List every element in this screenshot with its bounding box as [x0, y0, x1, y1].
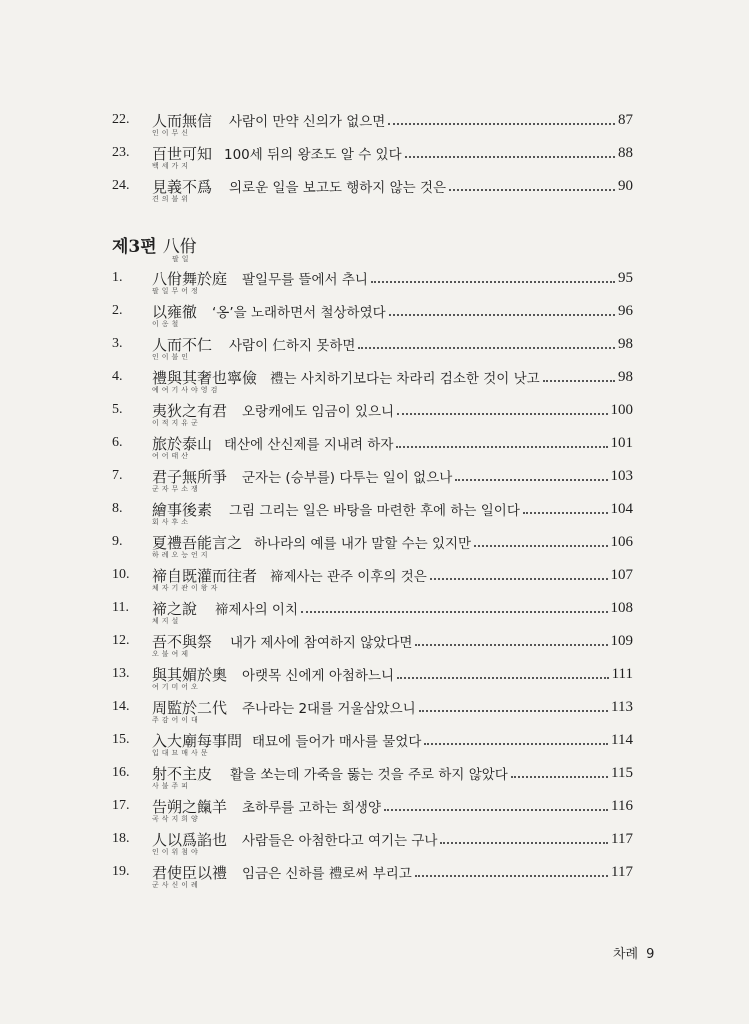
entry-page: 106 [610, 533, 633, 550]
entry-title-line [254, 532, 633, 552]
entry-number: 8. [112, 501, 123, 516]
dot-leader [397, 413, 607, 415]
entry-title: 태산에 산신제를 지내려 하자 [224, 437, 394, 453]
entry-title-line [242, 862, 633, 882]
entry-hanja: 以雍徹 [152, 303, 198, 321]
entry-number: 17. [112, 798, 130, 813]
dot-leader [397, 677, 609, 679]
toc-entry [112, 631, 633, 663]
entry-reading: 이옹철 [152, 320, 182, 328]
entry-reading: 주감어이대 [152, 716, 201, 724]
entry-title-line [229, 334, 633, 354]
entry-number: 1. [112, 270, 123, 285]
entry-title-line [252, 730, 633, 750]
entry-hanja: 君使臣以禮 [152, 864, 228, 882]
dot-leader [511, 776, 608, 778]
entry-hanja: 周監於二代 [152, 699, 228, 717]
entry-number: 24. [112, 178, 130, 193]
entry-page: 108 [610, 599, 633, 616]
toc-entry [112, 862, 633, 894]
entry-title: 오랑캐에도 임금이 있으니 [242, 404, 395, 420]
entry-reading: 여어태산 [152, 452, 192, 460]
toc-entry [112, 400, 633, 432]
dot-leader [455, 479, 607, 481]
toc-entry [112, 829, 633, 861]
entry-page: 98 [618, 335, 633, 352]
entry-hanja: 吾不與祭 [152, 633, 213, 651]
entry-title: 아랫목 신에게 아첨하느니 [242, 668, 395, 684]
entry-title-line [230, 763, 633, 783]
entry-page: 98 [618, 368, 633, 385]
entry-number: 16. [112, 765, 130, 780]
toc-entry [112, 143, 633, 175]
toc-entry [112, 466, 633, 498]
entry-page: 100 [610, 401, 633, 418]
entry-title-line [229, 176, 633, 196]
toc-entry [112, 334, 633, 366]
toc-entry [112, 499, 633, 531]
entry-number: 4. [112, 369, 123, 384]
section-hanja: 八佾 [162, 237, 197, 257]
entry-hanja: 告朔之餼羊 [152, 798, 228, 816]
entry-page: 111 [611, 665, 633, 682]
footer-label: 차례 [613, 947, 639, 962]
toc-entry [112, 268, 633, 300]
entry-page: 87 [618, 111, 633, 128]
entry-title-line [242, 697, 633, 717]
entry-hanja: 人以爲諂也 [152, 831, 228, 849]
entry-hanja: 夏禮吾能言之 [152, 534, 243, 552]
entry-hanja: 繪事後素 [152, 501, 213, 519]
dot-leader [523, 512, 608, 514]
entry-title-line [230, 631, 633, 651]
entry-hanja: 人而不仁 [152, 336, 213, 354]
entry-page: 113 [611, 698, 633, 715]
entry-title-line [242, 829, 633, 849]
entry-number: 3. [112, 336, 123, 351]
entry-title: 100세 뒤의 왕조도 알 수 있다 [224, 147, 402, 163]
entry-title: 활을 쏘는데 가죽을 뚫는 것을 주로 하지 않았다 [230, 767, 508, 783]
entry-reading: 입대묘매사문 [152, 749, 211, 757]
dot-leader [405, 156, 615, 158]
entry-number: 10. [112, 567, 130, 582]
entry-hanja: 君子無所爭 [152, 468, 228, 486]
entry-reading: 군사신이례 [152, 881, 201, 889]
entry-hanja: 人而無信 [152, 112, 213, 130]
entry-reading: 회사후소 [152, 518, 192, 526]
toc-entry [112, 730, 633, 762]
entry-title: ‘옹’을 노래하면서 철상하였다 [212, 305, 386, 321]
entry-title-line [242, 268, 633, 288]
entry-reading: 군자무소쟁 [152, 485, 201, 493]
entry-reading: 하례오능언지 [152, 551, 211, 559]
toc-entry [112, 433, 633, 465]
entry-title: 태묘에 들어가 매사를 물었다 [252, 734, 422, 750]
entry-title: 禘제사는 관주 이후의 것은 [270, 569, 427, 585]
toc-entry [112, 763, 633, 795]
entry-hanja: 八佾舞於庭 [152, 270, 228, 288]
entry-title: 그림 그리는 일은 바탕을 마련한 후에 하는 일이다 [229, 503, 520, 519]
section-reading: 팔일 [172, 255, 192, 263]
entry-reading: 인이무신 [152, 129, 192, 137]
section-number: 제3편 [112, 237, 157, 257]
dot-leader [430, 578, 608, 580]
entry-number: 5. [112, 402, 123, 417]
dot-leader [301, 611, 608, 613]
entry-reading: 예여기사야영검 [152, 386, 221, 394]
entry-number: 13. [112, 666, 130, 681]
entry-title-line [224, 433, 633, 453]
entry-title: 禮는 사치하기보다는 차라리 검소한 것이 낫고 [270, 371, 540, 387]
entry-title-line [224, 143, 633, 163]
entry-reading: 여기미어오 [152, 683, 201, 691]
dot-leader [415, 875, 608, 877]
dot-leader [419, 710, 608, 712]
entry-page: 88 [618, 144, 633, 161]
dot-leader [543, 380, 615, 382]
entry-page: 107 [610, 566, 633, 583]
entry-number: 6. [112, 435, 123, 450]
entry-reading: 체자기관이왕자 [152, 584, 221, 592]
entry-title: 초하루를 고하는 희생양 [242, 800, 381, 816]
entry-reading: 이적지유군 [152, 419, 201, 427]
entry-reading: 인이위첨야 [152, 848, 201, 856]
entry-title: 禘제사의 이치 [215, 602, 298, 618]
dot-leader [396, 446, 607, 448]
entry-page: 90 [618, 177, 633, 194]
toc-entry [112, 697, 633, 729]
entry-title-line [270, 367, 633, 387]
entry-title-line [215, 598, 633, 618]
entry-title-line [242, 400, 633, 420]
entry-title: 임금은 신하를 禮로써 부리고 [242, 866, 412, 882]
entry-reading: 팔일무어정 [152, 287, 201, 295]
entry-title-line [229, 499, 633, 519]
entry-page: 114 [611, 731, 633, 748]
entry-title: 군자는 (승부를) 다투는 일이 없으나 [242, 470, 453, 486]
footer-page-number: 9 [646, 947, 655, 962]
toc-entry [112, 796, 633, 828]
entry-page: 117 [611, 863, 633, 880]
dot-leader [389, 314, 615, 316]
dot-leader [474, 545, 607, 547]
entry-number: 18. [112, 831, 130, 846]
dot-leader [449, 189, 615, 191]
entry-title: 사람들은 아첨한다고 여기는 구나 [242, 833, 438, 849]
entry-reading: 곡삭지희양 [152, 815, 201, 823]
entry-page: 109 [610, 632, 633, 649]
entry-number: 23. [112, 145, 130, 160]
entry-title: 하나라의 예를 내가 말할 수는 있지만 [254, 536, 472, 552]
toc-entry [112, 301, 633, 333]
entry-hanja: 禘自既灌而往者 [152, 567, 258, 585]
dot-leader [415, 644, 607, 646]
entry-hanja: 入大廟每事問 [152, 732, 243, 750]
entry-number: 2. [112, 303, 123, 318]
entry-hanja: 夷狄之有君 [152, 402, 228, 420]
entry-title: 주나라는 2대를 거울삼았으니 [242, 701, 416, 717]
entry-number: 9. [112, 534, 123, 549]
entry-hanja: 與其媚於奧 [152, 666, 228, 684]
section-heading [112, 232, 197, 263]
entry-title: 팔일무를 뜰에서 추니 [242, 272, 368, 288]
entry-number: 14. [112, 699, 130, 714]
dot-leader [388, 123, 615, 125]
entry-title-line [229, 110, 633, 130]
entry-title-line [242, 664, 633, 684]
entry-hanja: 禮與其奢也寧儉 [152, 369, 258, 387]
toc-entry [112, 565, 633, 597]
dot-leader [371, 281, 615, 283]
entry-page: 116 [611, 797, 633, 814]
entry-reading: 인이불인 [152, 353, 192, 361]
entry-reading: 오불여제 [152, 650, 192, 658]
entry-title: 사람이 仁하지 못하면 [229, 338, 356, 354]
entry-page: 104 [610, 500, 633, 517]
entry-number: 19. [112, 864, 130, 879]
page-footer [613, 943, 654, 962]
toc-entry [112, 598, 633, 630]
entry-number: 11. [112, 600, 129, 615]
entry-title: 내가 제사에 참여하지 않았다면 [230, 635, 413, 651]
entry-hanja: 禘之說 [152, 600, 198, 618]
entry-number: 22. [112, 112, 130, 127]
entry-page: 103 [610, 467, 633, 484]
entry-title-line [242, 466, 633, 486]
entry-page: 96 [618, 302, 633, 319]
toc-entry [112, 110, 633, 142]
entry-hanja: 旅於泰山 [152, 435, 213, 453]
entry-page: 115 [611, 764, 633, 781]
entry-page: 117 [611, 830, 633, 847]
entry-hanja: 射不主皮 [152, 765, 213, 783]
entry-title: 의로운 일을 보고도 행하지 않는 것은 [229, 180, 447, 196]
entry-title: 사람이 만약 신의가 없으면 [229, 114, 386, 130]
toc-entry [112, 532, 633, 564]
dot-leader [440, 842, 608, 844]
entry-reading: 백세가지 [152, 162, 192, 170]
entry-page: 95 [618, 269, 633, 286]
toc-entry [112, 664, 633, 696]
entry-number: 15. [112, 732, 130, 747]
toc-entry [112, 367, 633, 399]
entry-reading: 견의불위 [152, 195, 192, 203]
dot-leader [384, 809, 608, 811]
toc-entry [112, 176, 633, 208]
entry-title-line [242, 796, 633, 816]
entry-number: 12. [112, 633, 130, 648]
entry-hanja: 見義不爲 [152, 178, 213, 196]
dot-leader [424, 743, 608, 745]
entry-title-line [212, 301, 633, 321]
entry-title-line [270, 565, 633, 585]
entry-number: 7. [112, 468, 123, 483]
entry-page: 101 [610, 434, 633, 451]
entry-hanja: 百世可知 [152, 145, 213, 163]
dot-leader [358, 347, 615, 349]
entry-reading: 체지설 [152, 617, 182, 625]
entry-reading: 사불주피 [152, 782, 192, 790]
